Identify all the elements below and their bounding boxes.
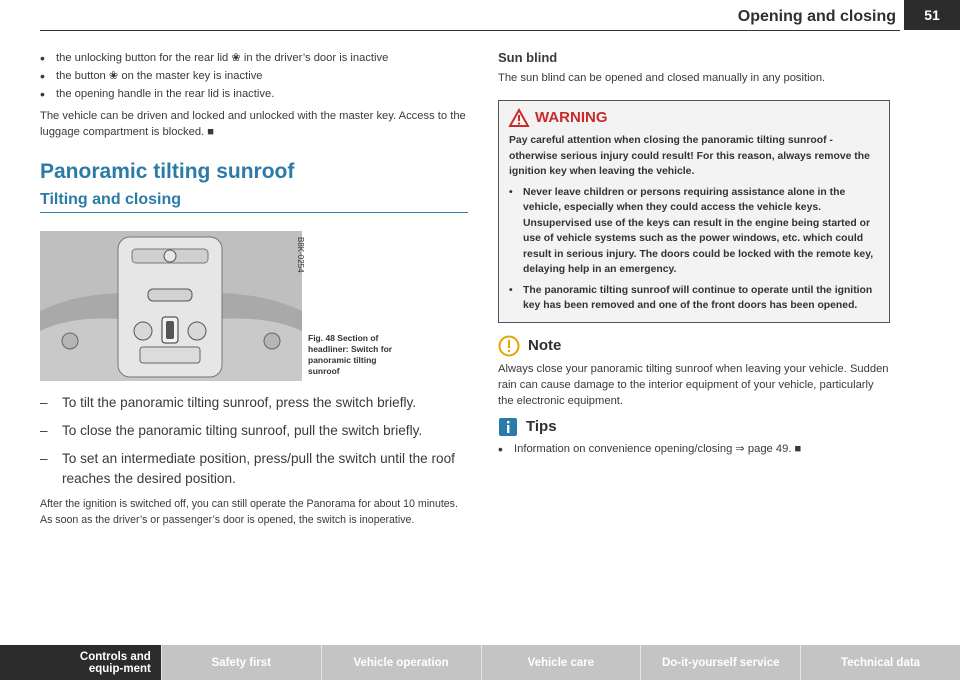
- tab-vehicle-operation[interactable]: Vehicle operation: [322, 645, 482, 680]
- paragraph: After the ignition is switched off, you can still operate the Panorama for about 10 minutes. As soon as the driver’s or passenger’s door is opened, the switch is inoperative.: [40, 498, 458, 526]
- header-divider: [40, 30, 900, 31]
- tab-do-it-yourself-service[interactable]: Do-it-yourself service: [641, 645, 801, 680]
- list-item: – To tilt the panoramic tilting sunroof, press the switch briefly.: [40, 395, 417, 410]
- list-item: – To close the panoramic tilting sunroof, pull the switch briefly.: [40, 423, 423, 438]
- figure: [40, 231, 468, 381]
- left-column: [40, 50, 468, 536]
- warning-paragraph: Pay careful attention when closing the panoramic tilting sunroof - otherwise serious injury could result! For this reason, always remove the ignition key when leaving the vehicle.: [509, 135, 870, 177]
- paragraph: The vehicle can be driven and locked and unlocked with the master key. Access to the luggage compartment is blocked. ■: [40, 110, 466, 138]
- warning-title: WARNING: [535, 109, 608, 126]
- tab-controls-and-equipment[interactable]: Controls and equip-ment: [0, 645, 162, 680]
- list-item: – To set an intermediate position, press/pull the switch until the roof reaches the desired position.: [40, 451, 455, 486]
- sun-blind-text: The sun blind can be opened and closed manually in any position.: [498, 72, 826, 84]
- figure-code: B8K-0254: [296, 237, 305, 273]
- warning-bullet: • The panoramic tilting sunroof will continue to operate until the ignition key has been removed and one of the front doors has been opened.: [509, 284, 873, 311]
- chapter-nav: [0, 645, 960, 680]
- warning-icon: [509, 109, 529, 127]
- headliner-switch-illustration: [40, 231, 305, 381]
- list-item: • the unlocking button for the rear lid ❀ in the driver’s door is inactive: [40, 50, 389, 66]
- note-title: Note: [528, 336, 562, 354]
- info-icon: [498, 417, 518, 437]
- list-item: • the button ❀ on the master key is inactive: [40, 68, 263, 84]
- warning-box: [498, 100, 890, 323]
- section-subheading: Tilting and closing: [40, 192, 468, 213]
- note-text: Always close your panoramic tilting sunroof when leaving your vehicle. Sudden rain can cause damage to the interior equipment of your vehicle, particularly the electronic equipment.: [498, 362, 889, 407]
- list-item: • Information on convenience opening/closing ⇒ page 49. ■: [498, 440, 802, 457]
- note-icon: [498, 335, 520, 357]
- page-number: 51: [904, 0, 960, 30]
- tab-safety-first[interactable]: Safety first: [162, 645, 322, 680]
- section-heading: Panoramic tilting sunroof: [40, 160, 295, 183]
- tab-technical-data[interactable]: Technical data: [801, 645, 960, 680]
- tips-title: Tips: [526, 417, 557, 435]
- list-item: • the opening handle in the rear lid is inactive.: [40, 86, 275, 102]
- right-column: [498, 50, 890, 459]
- tab-vehicle-care[interactable]: Vehicle care: [482, 645, 642, 680]
- figure-caption: Fig. 48 Section of headliner: Switch for panoramic tilting sunroof: [308, 333, 393, 376]
- sun-blind-title: Sun blind: [498, 50, 558, 65]
- warning-bullet: • Never leave children or persons requiring assistance alone in the vehicle, especially when they could access the vehicle keys. Unsupervised use of the keys can result in the engine being started or use of vehicle systems such as the power windows, etc. which could result in serious injury. The doors could be locked with the remote key, delaying help in an emergency.: [509, 186, 874, 275]
- page-header-title: Opening and closing: [737, 8, 896, 25]
